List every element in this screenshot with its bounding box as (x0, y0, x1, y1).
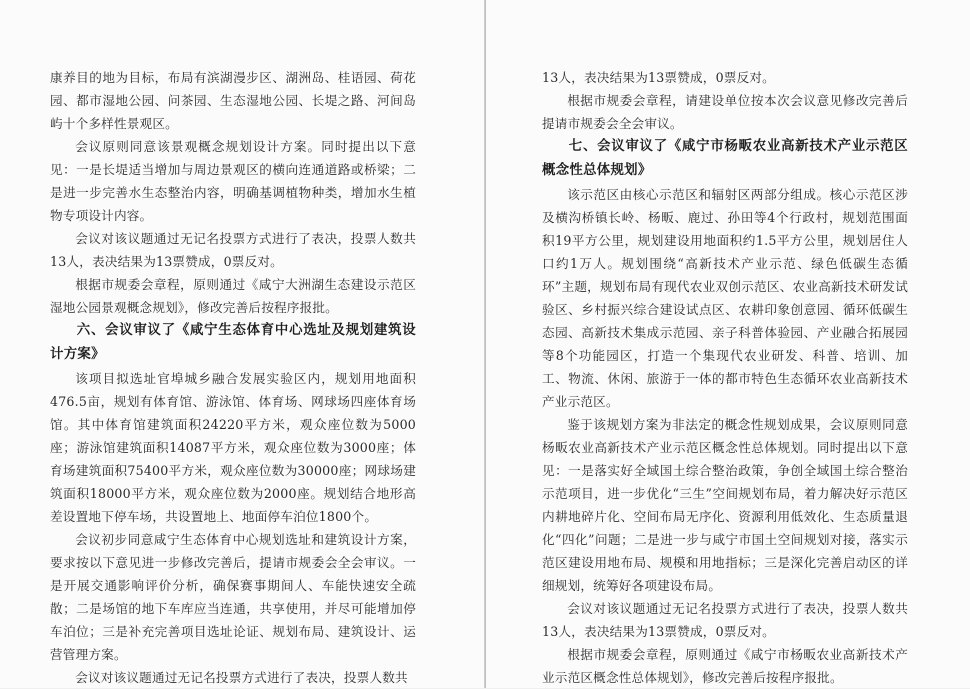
right-page-text (542, 66, 908, 689)
section-heading: 七、会议审议了《咸宁市杨畈农业高新技术产业示范区概念性总体规划》 (542, 139, 908, 178)
paragraph: 该示范区由核心示范区和辐射区两部分组成。核心示范区涉及横沟桥镇长岭、杨畈、鹿过、孙田等4个行政村，规划范围面积19平方公里，规划建设用地面积约1.5平方公里，规划居住人口约1万人。规划围绕“高新技术产业示范、绿色低碳生态循环”主题，规划布局有现代农业双创示范区、农业高新技术研发试验区、乡村振兴综合建设试点区、农耕印象创意园、循环低碳生态园、高新技术集成示范园、亲子科普体验园、产业融合拓展园等8个功能园区，打造一个集现代农业研发、科普、培训、加工、物流、休闲、旅游于一体的都市特色生态循环农业高新技术产业示范区。 (542, 187, 908, 409)
paragraph: 根据市规委会章程，请建设单位按本次会议意见修改完善后提请市规委会全会审议。 (542, 93, 908, 131)
paragraph: 会议对该议题通过无记名投票方式进行了表决，投票人数共13人，表决结果为13票赞成，0票反对。 (50, 231, 416, 269)
paragraph: 根据市规委会章程，原则通过《咸宁市杨畈农业高新技术产业示范区概念性总体规划》，修改完善后按程序报批。 (542, 647, 908, 685)
paragraph: 会议原则同意该景观概念规划设计方案。同时提出以下意见：一是长堤适当增加与周边景观区的横向连通道路或桥梁；二是进一步完善水生态整治内容，明确基调植物种类，增加水生植物专项设计内容。 (50, 139, 416, 223)
paragraph: 该项目拟选址官埠城乡融合发展实验区内，规划用地面积476.5亩，规划有体育馆、游泳馆、体育场、网球场四座体育场馆。其中体育馆建筑面积24220平方米，观众座位数为5000座；游泳馆建筑面积14087平方米，观众座位数为3000座；体育场建筑面积75400平方米，观众座位数为30000座；网球场建筑面积18000平方米，观众座位数为2000座。规划结合地形高差设置地下停车场，共设置地上、地面停车泊位1800个。 (50, 371, 416, 524)
paragraph: 13人，表决结果为13票赞成，0票反对。 (542, 70, 775, 85)
section-heading: 六、会议审议了《咸宁生态体育中心选址及规划建筑设计方案》 (50, 323, 416, 362)
paragraph: 鉴于该规划方案为非法定的概念性规划成果，会议原则同意杨畈农业高新技术产业示范区概念性总体规划。同时提出以下意见：一是落实好全域国土综合整治政策，争创全域国土综合整治示范项目，进一步优化“三生”空间规划布局，着力解决好示范区内耕地碎片化、空间布局无序化、资源利用低效化、生态质量退化“四化”问题；二是进一步与咸宁市国土空间规划对接，落实示范区建设用地布局、规模和用地指标；三是深化完善启动区的详细规划，统筹好各项建设布局。 (542, 417, 908, 593)
paragraph: 康养目的地为目标，布局有滨湖漫步区、湖洲岛、桂语园、荷花园、都市湿地公园、问茶园、生态湿地公园、长堤之路、河间岛屿十个多样性景观区。 (50, 70, 416, 131)
paragraph: 会议初步同意咸宁生态体育中心规划选址和建筑设计方案，要求按以下意见进一步修改完善后，提请市规委会全会审议。一是开展交通影响评价分析，确保赛事期间人、车能快速安全疏散；二是场馆的地下车库应当连通，共享使用，并尽可能增加停车泊位；三是补充完善项目选址论证、规划布局、建筑设计、运营管理方案。 (50, 532, 416, 662)
paragraph: 会议对该议题通过无记名投票方式进行了表决，投票人数共13人，表决结果为13票赞成，0票反对。 (542, 601, 908, 639)
left-page-text (50, 66, 416, 689)
paragraph: 根据市规委会章程，原则通过《咸宁大洲湖生态建设示范区湿地公园景观概念规划》，修改完善后按程序报批。 (50, 277, 416, 315)
paragraph: 会议对该议题通过无记名投票方式进行了表决，投票人数共 (75, 670, 408, 685)
